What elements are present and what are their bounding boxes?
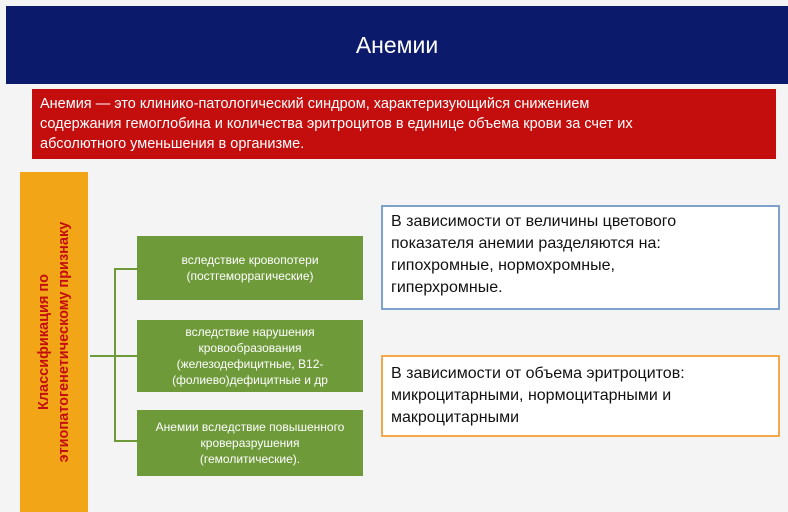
item-line: (фолиево)дефицитные и др bbox=[172, 373, 328, 387]
classification-item-hematopoiesis bbox=[137, 320, 363, 392]
item-line: вследствие кровопотери bbox=[181, 253, 319, 267]
slide-title: Анемии bbox=[355, 31, 439, 58]
color-index-line: гиперхромные. bbox=[391, 279, 503, 296]
color-index-box bbox=[381, 205, 780, 310]
item-line: Анемии вследствие повышенного bbox=[155, 420, 345, 434]
connector-main bbox=[90, 355, 115, 357]
connector-branch bbox=[114, 355, 137, 357]
volume-line: микроцитарными, нормоцитарными и bbox=[391, 387, 672, 404]
item-line: (гемолитические). bbox=[199, 452, 301, 466]
definition-line: Анемия — это клинико-патологический синдром, характеризующийся снижением bbox=[40, 96, 590, 112]
volume-line: В зависимости от объема эритроцитов: bbox=[391, 365, 685, 382]
connector-branch bbox=[114, 268, 137, 270]
item-line: (постгеморрагические) bbox=[186, 269, 314, 283]
connector-branch bbox=[114, 440, 137, 442]
classification-label bbox=[34, 177, 74, 507]
color-index-line: В зависимости от величины цветового bbox=[391, 213, 677, 230]
definition-line: содержания гемоглобина и количества эритроцитов в единице объема крови за счет их bbox=[40, 116, 633, 132]
classification-item-blood-loss bbox=[137, 236, 363, 300]
item-line: кроверазрушения bbox=[200, 436, 300, 450]
classification-label-line: Классификация по bbox=[36, 273, 52, 411]
item-line: (железодефицитные, B12- bbox=[176, 357, 324, 371]
volume-line: макроцитарными bbox=[391, 409, 520, 426]
color-index-line: показателя анемии разделяются на: bbox=[391, 235, 661, 252]
item-line: кровообразования bbox=[198, 341, 302, 355]
classification-label-line: этиопатогенетическому признаку bbox=[56, 221, 72, 463]
slide-title-bar bbox=[6, 6, 788, 84]
erythrocyte-volume-box bbox=[381, 355, 780, 437]
definition-box bbox=[32, 89, 776, 159]
item-line: вследствие нарушения bbox=[185, 325, 315, 339]
classification-item-hemolytic bbox=[137, 410, 363, 476]
color-index-line: гипохромные, нормохромные, bbox=[391, 257, 615, 274]
definition-line: абсолютного уменьшения в организме. bbox=[40, 136, 305, 152]
